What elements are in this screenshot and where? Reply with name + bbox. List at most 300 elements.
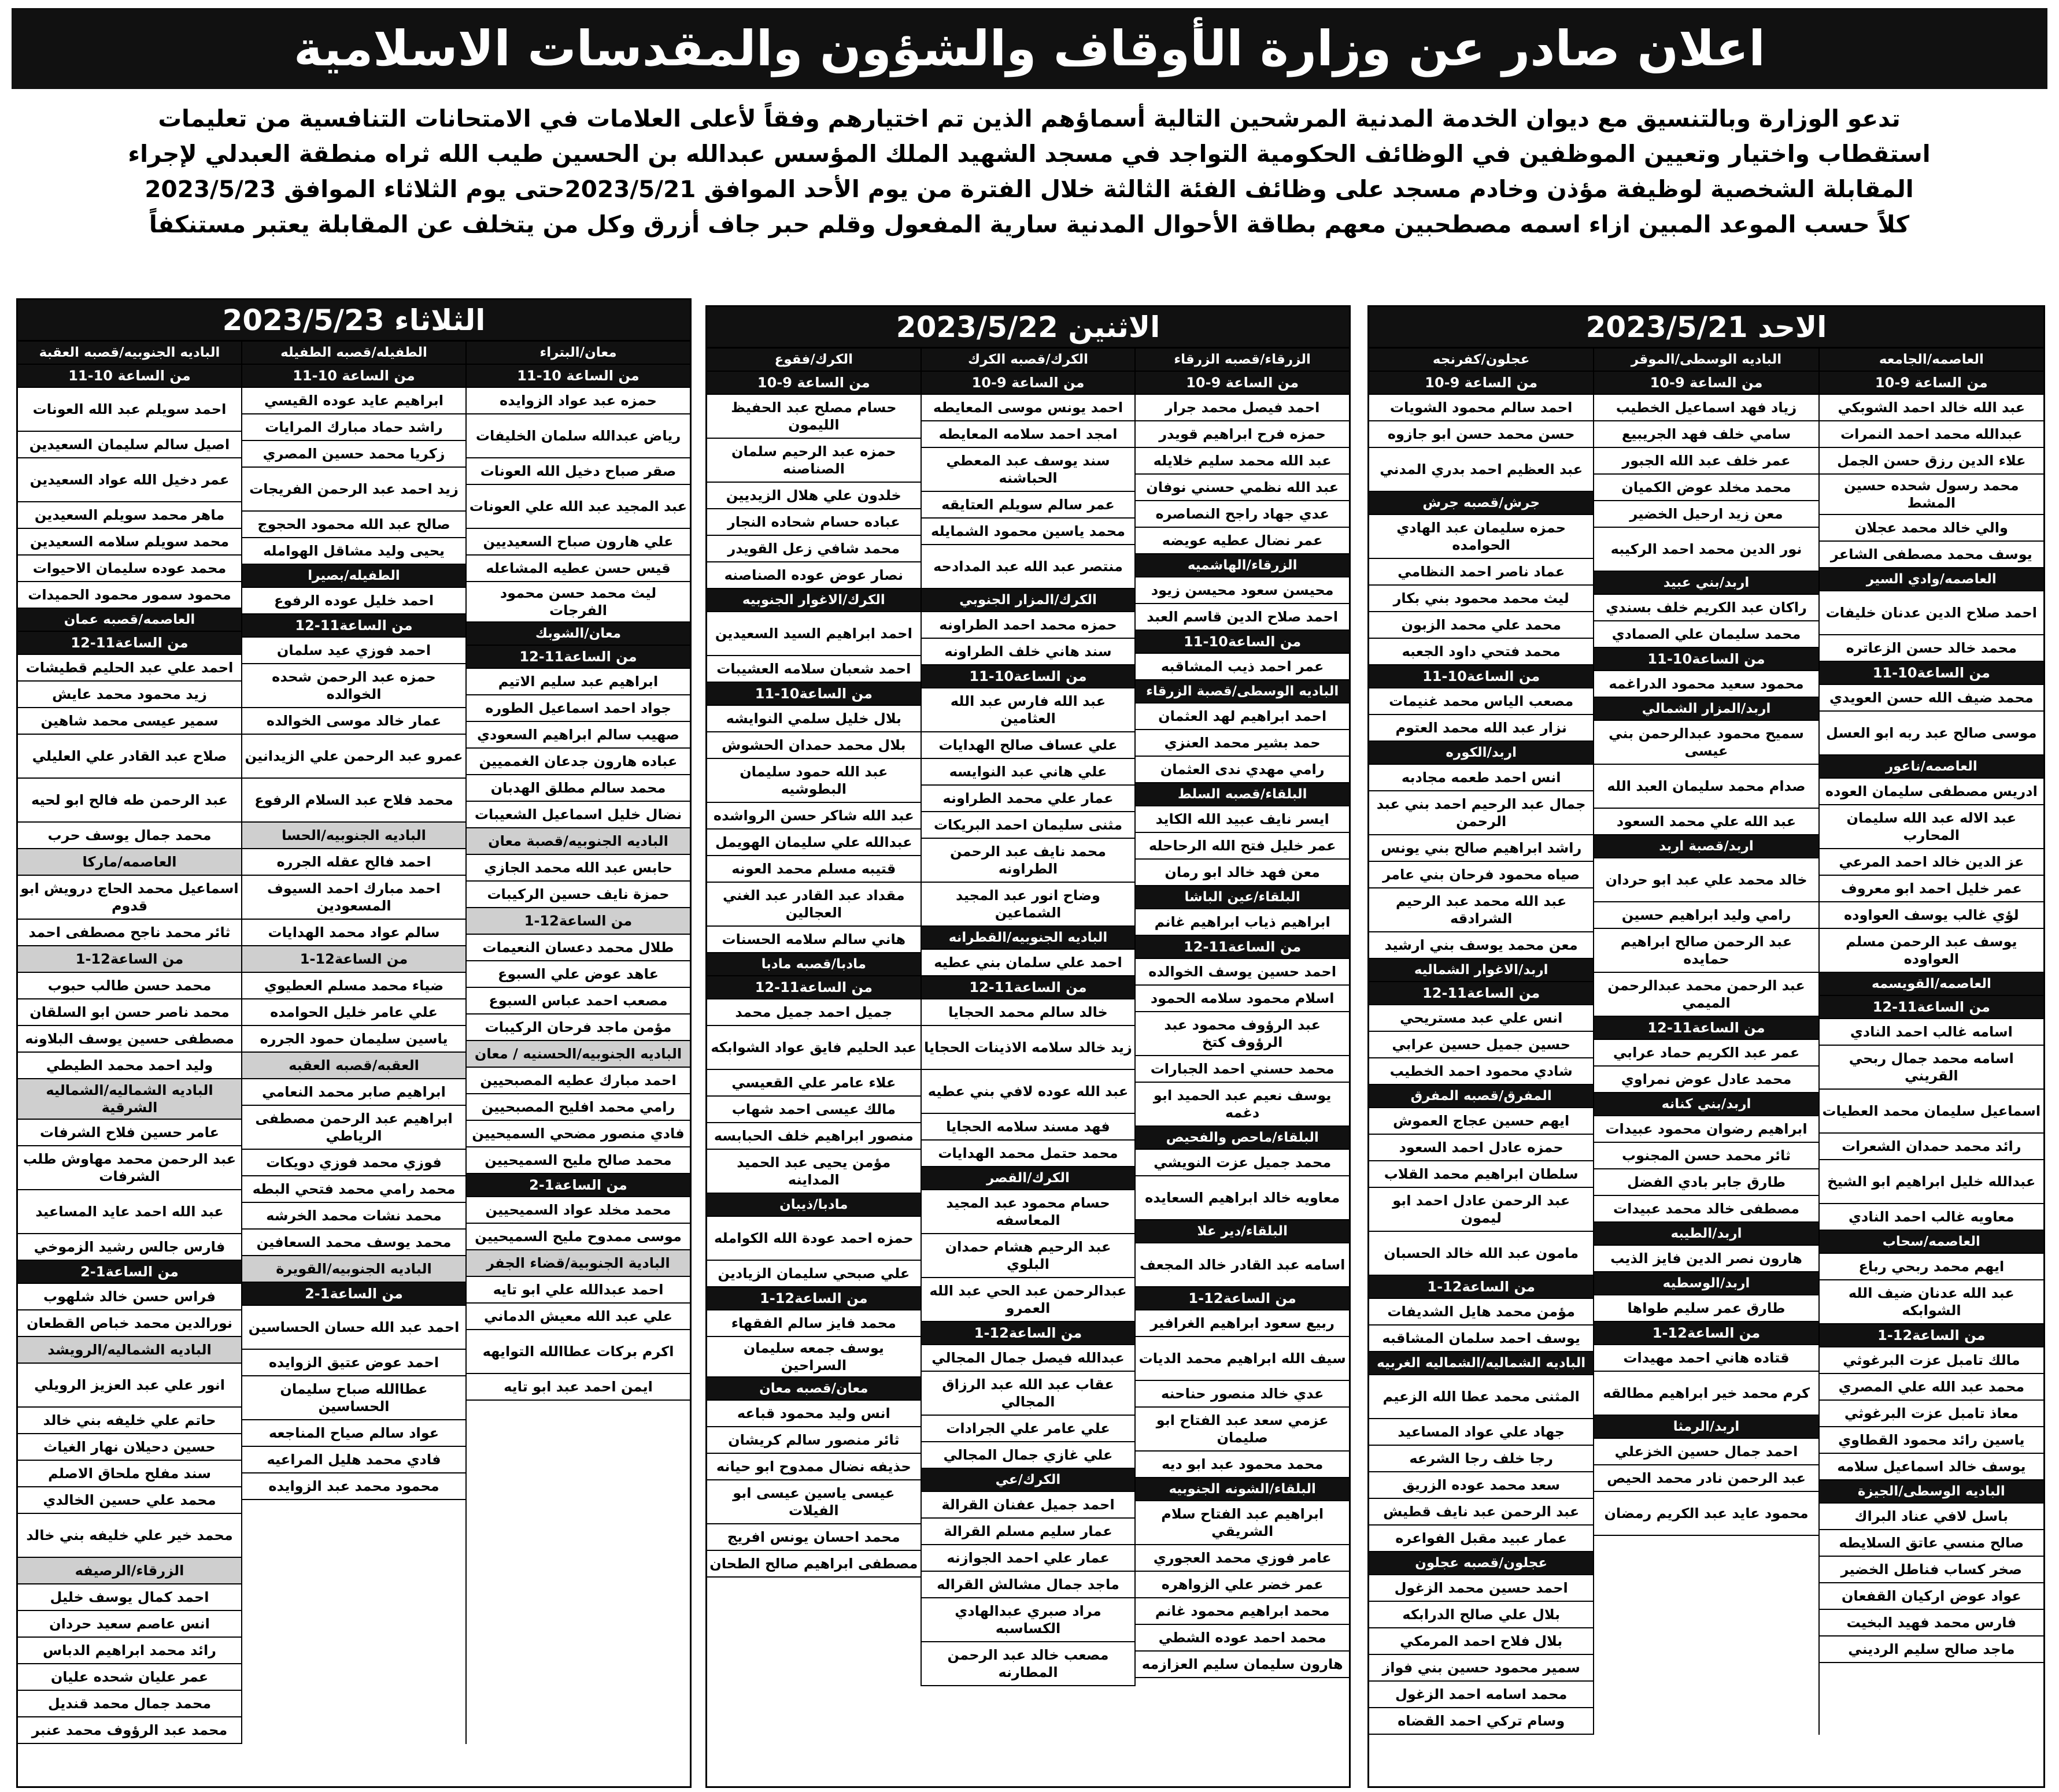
candidate-name: عبد الرحمن نادر محمد الحيص [1594, 1465, 1818, 1492]
time-slot-header: من الساعة1-2 [242, 1283, 465, 1306]
intro-line: كلاً حسب الموعد المبين ازاء اسمه مصطحبين معهم بطاقة الأحوال المدنية سارية المفعول وقلم حبر جاف أزرق وكل من يتخلف عن المقابلة يعتبر مستنكفاً [149, 210, 1910, 238]
candidate-name: محمد مخلد عوض الكميان [1594, 475, 1818, 501]
region-header: الباديه الشماليه/الشماليه الشرقية [18, 1079, 241, 1120]
candidate-name: سند هاني خلف الطراونه [922, 639, 1135, 665]
candidate-name: مصعب الياس محمد غنيمات [1369, 688, 1593, 715]
region-column [1134, 349, 1349, 1686]
candidate-name: عمر خليل فتح الله الرحاحله [1136, 833, 1349, 860]
region-header: معان/الشوبك [467, 623, 690, 646]
candidate-name: مثنى سليمان احمد البريكات [922, 812, 1135, 839]
candidate-name: محمد سويلم سلامه السعيدين [18, 529, 241, 556]
candidate-name: موسى صالح عبد ربه ابو العسل [1820, 712, 2043, 756]
candidate-name: حمزه سليمان عبد الهادي الحوامده [1369, 515, 1593, 559]
candidate-name: عمر خليل احمد ابو معروف [1820, 876, 2043, 902]
region-header: عجلون/كفرنجه [1369, 349, 1593, 372]
candidate-name: محمد عادل عوض نمراوي [1594, 1067, 1818, 1093]
region-header: الباديه الجنوبيه/القويرة [242, 1256, 465, 1283]
time-slot-header: من الساعة12-1 [1820, 1324, 2043, 1347]
candidate-name: ايهم محمد ربحي رباع [1820, 1254, 2043, 1280]
candidate-name: فادي محمد هليل المراعيه [242, 1447, 465, 1473]
candidate-name: ابراهيم رضوان محمود عبيدات [1594, 1116, 1818, 1143]
candidate-name: عيسى ياسين عيسى ابو الفيلات [707, 1480, 921, 1524]
time-slot-header: من الساعة 9-10 [1820, 372, 2043, 395]
candidate-name: مراد صبري عبدالهادي الكساسبه [922, 1598, 1135, 1642]
candidate-name: حابس عبد الله محمد الجازي [467, 855, 690, 882]
region-header: الباديه الجنوبيه/الحسا [242, 823, 465, 849]
region-header: الزرقاء/الهاشميه [1136, 554, 1349, 577]
candidate-name: عطاالله صباح سليمان الحساسين [242, 1376, 465, 1420]
candidate-name: صقر صباح دخيل الله العونات [467, 458, 690, 485]
region-header: من الساعة12-1 [242, 946, 465, 973]
candidate-name: صهيب سالم ابراهيم السعودي [467, 722, 690, 749]
candidate-name: عبدالله علي سليمان الهويمل [707, 830, 921, 856]
candidate-name: عباده هارون جدعان الغمميين [467, 749, 690, 775]
time-slot-header: من الساعة 9-10 [922, 372, 1135, 395]
candidate-name: محمد ياسين محمود الشمايله [922, 519, 1135, 545]
candidate-name: محمد حسن طالب حبوب [18, 973, 241, 999]
candidate-name: اكرم بركات عطاالله التوايهه [467, 1330, 690, 1374]
candidate-name: علي صبحي سليمان الزيادين [707, 1261, 921, 1287]
candidate-name: هارون سليمان سليم العزازمه [1136, 1652, 1349, 1678]
candidate-name: محمد عبد الرؤوف محمد عنبر [18, 1717, 241, 1744]
candidate-name: يوسف جمعه سليمان السراحين [707, 1337, 921, 1378]
region-column [1369, 349, 1593, 1735]
candidate-name: حسام محمود عبد المجيد المعاسفه [922, 1190, 1135, 1234]
candidate-name: عبد الله حمود سليمان البطوشيه [707, 759, 921, 803]
candidate-name: صخر كساب فناطل الخضير [1820, 1557, 2043, 1583]
candidate-name: محمد فتحي داود الجعبه [1369, 639, 1593, 665]
candidate-name: سلطان ابراهيم محمد القلاب [1369, 1161, 1593, 1188]
day-subcolumns [1369, 349, 2043, 1735]
candidate-name: مصطفى ابراهيم صالح الطحان [707, 1551, 921, 1578]
region-header: الباديه الشماليه/الشماليه الغربيه [1369, 1352, 1593, 1375]
time-slot-header: من الساعة10-11 [707, 683, 921, 706]
region-header: العاصمه/قصبه عمان [18, 609, 241, 632]
region-header: اربد/قصبة اربد [1594, 835, 1818, 858]
candidate-name: حمزه احمد عودة الله الكوامله [707, 1217, 921, 1261]
candidate-name: ايمن احمد عبد ابو تايه [467, 1374, 690, 1401]
candidate-name: معاويه خالد ابراهيم السعايده [1136, 1176, 1349, 1220]
candidate-name: رائد محمد حمدان الشعرات [1820, 1134, 2043, 1160]
candidate-name: مامون عبد الله خالد الحسبان [1369, 1232, 1593, 1276]
candidate-name: احمد مبارك عطيه المصبحيين [467, 1068, 690, 1094]
candidate-name: طلال محمد دعسان النعيمات [467, 935, 690, 961]
region-column [921, 349, 1135, 1686]
candidate-name: عبد الله فارس عبد الله العثامين [922, 688, 1135, 732]
candidate-name: محمد رامي محمد فتحي البطه [242, 1176, 465, 1203]
time-slot-header: من الساعة10-11 [1820, 662, 2043, 685]
candidate-name: المثنى محمد عطا الله الزعيم [1369, 1375, 1593, 1419]
candidate-name: صالح عبد الله محمود الحجوج [242, 512, 465, 538]
candidate-name: محمد ابراهيم محمود غانم [1136, 1598, 1349, 1625]
candidate-name: محمد فلاح عبد السلام الرفوع [242, 779, 465, 823]
candidate-name: عبد الرحمن محمد عبدالرحمن الميمي [1594, 973, 1818, 1017]
candidate-name: اسلام محمود سلامه الحمود [1136, 986, 1349, 1012]
candidate-name: طارق عمر سليم طواها [1594, 1295, 1818, 1322]
candidate-name: احمد سويلم عبد الله العونات [18, 388, 241, 432]
candidate-name: معن زيد ارحيل الخضير [1594, 501, 1818, 528]
region-header: الباديه الجنوبيه/القطرانه [922, 927, 1135, 950]
candidate-name: عبد المجيد عبد الله علي العونات [467, 485, 690, 529]
candidate-name: يوسف احمد سلمان المشاقبه [1369, 1326, 1593, 1352]
day-header: الثلاثاء 2023/5/23 [18, 300, 690, 342]
candidate-name: عمر دخيل الله عواد السعيدين [18, 458, 241, 502]
time-slot-header: من الساعة11-12 [922, 976, 1135, 999]
candidate-name: رامي مهدي ندى العثمان [1136, 757, 1349, 783]
candidate-name: رجا خلف رجا الشرعه [1369, 1446, 1593, 1472]
region-column [465, 342, 690, 1744]
candidate-name: راشد حماد مبارك المرايات [242, 414, 465, 441]
candidate-name: محمد صالح مليح السميحيين [467, 1147, 690, 1174]
region-header: اربد/الكوره [1369, 742, 1593, 765]
region-header: العاصمه/القويسمه [1820, 973, 2043, 996]
candidate-name: مقداد عبد القادر عبد الغني العجالين [707, 883, 921, 927]
candidate-name: احمد خليل عوده الرفوع [242, 588, 465, 614]
candidate-name: حمزه فرح ابراهيم قويدر [1136, 421, 1349, 448]
candidate-name: علي عامر خليل الحوامده [242, 999, 465, 1026]
time-slot-header: من الساعة10-11 [1136, 631, 1349, 654]
candidate-name: اسامه محمد جمال ربحي القريني [1820, 1046, 2043, 1090]
time-slot-header: من الساعة10-11 [922, 665, 1135, 688]
candidate-name: محمد خير علي خليفه بني خالد [18, 1514, 241, 1558]
candidate-name: ربيع سعود ابراهيم الغرافير [1136, 1310, 1349, 1337]
region-header: البادية الجنوبية/قضاء الجفر [467, 1250, 690, 1277]
region-column [18, 342, 241, 1744]
candidate-name: بلال علي صالح الدرابكه [1369, 1602, 1593, 1628]
region-header: اربد/الاغوار الشماليه [1369, 959, 1593, 982]
candidate-name: زيد احمد عبد الرحمن الفريجات [242, 468, 465, 512]
candidate-name: ياسين رائد محمود القطاوي [1820, 1427, 2043, 1454]
candidate-name: ابراهيم عبد الفتاح سلام الشريقي [1136, 1501, 1349, 1545]
day-table-monday [705, 305, 1351, 1788]
candidate-name: محمود محمد عبد الزوايده [242, 1473, 465, 1500]
candidate-name: يوسف عبد الرحمن مسلم العواوده [1820, 929, 2043, 973]
candidate-name: محمد سالم مطلق الهدبان [467, 775, 690, 802]
candidate-name: حمزة نايف حسين الركيبات [467, 882, 690, 908]
candidate-name: عبد الرحمن عبد نايف قطيش [1369, 1499, 1593, 1526]
candidate-name: سامي خلف فهد الجريبيع [1594, 421, 1818, 448]
candidate-name: ابراهيم ذياب ابراهيم غانم [1136, 909, 1349, 936]
region-header: الكرك/عي [922, 1469, 1135, 1492]
region-header: الكرك/قصبه الكرك [922, 349, 1135, 372]
region-header: الباديه الوسطى/الجيزة [1820, 1480, 2043, 1504]
candidate-name: محمد احمد عوده الشطي [1136, 1625, 1349, 1652]
candidate-name: عبد الرحمن صالح ابراهيم حمايده [1594, 929, 1818, 973]
time-slot-header: من الساعة1-2 [467, 1174, 690, 1197]
time-slot-header: من الساعة11-12 [1594, 1017, 1818, 1040]
candidate-name: منصور ابراهيم خلف الحبابسه [707, 1123, 921, 1150]
candidate-name: محمد علي حسين الخالدي [18, 1487, 241, 1514]
time-slot-header: من الساعة 9-10 [1594, 372, 1818, 395]
region-header: العاصمه/سحاب [1820, 1231, 2043, 1254]
candidate-name: محمد مخلد عواد السميحيين [467, 1197, 690, 1224]
candidate-name: جواد احمد اسماعيل الطوره [467, 695, 690, 722]
candidate-name: احمد يونس موسى المعايطه [922, 395, 1135, 421]
candidate-name: احمد حسين يوسف الخوالده [1136, 959, 1349, 986]
candidate-name: حسام مصلح عبد الحفيظ الليمون [707, 395, 921, 439]
candidate-name: عبد الاله عبد الله سليمان المحارب [1820, 805, 2043, 849]
candidate-name: وليد احمد محمد الطيطي [18, 1053, 241, 1079]
region-header: الكرك/المزار الجنوبي [922, 589, 1135, 612]
candidate-name: اسامه غالب احمد النادي [1820, 1019, 2043, 1046]
candidate-name: حاتم علي خليفه بني خالد [18, 1408, 241, 1434]
candidate-name: بلال خليل سلمي النوايشه [707, 706, 921, 732]
candidate-name: حمزه محمد احمد الطراونه [922, 612, 1135, 639]
candidate-name: يوسف نعيم عبد الحميد ابو دغمه [1136, 1083, 1349, 1127]
candidate-name: عبد الله عدنان ضيف الله الشوابكه [1820, 1280, 2043, 1324]
candidate-name: احمد علي عبد الحليم قطيشات [18, 655, 241, 682]
candidate-name: راكان عبد الكريم خلف بسندي [1594, 595, 1818, 621]
candidate-name: عمر خلف عبد الله الجبور [1594, 448, 1818, 475]
candidate-name: ثائر محمد ناجح مصطفى احمد [18, 920, 241, 946]
candidate-name: سمير محمود حسين بني فواز [1369, 1655, 1593, 1682]
region-column [241, 342, 465, 1744]
candidate-name: مالك عيسى احمد شهاب [707, 1097, 921, 1123]
candidate-name: هاني سالم سلامه الحسنات [707, 927, 921, 953]
candidate-name: عمار عبيد مقبل الفواعره [1369, 1526, 1593, 1552]
candidate-name: ياسين سليمان حمود الجرره [242, 1026, 465, 1053]
candidate-name: يحيى وليد مشاقل الهوامله [242, 538, 465, 565]
time-slot-header: من الساعة11-12 [1369, 982, 1593, 1005]
candidate-name: باسل لافي عناد البراك [1820, 1504, 2043, 1530]
region-header: من الساعة12-1 [467, 908, 690, 935]
candidate-name: احمد كمال يوسف خليل [18, 1584, 241, 1611]
candidate-name: احمد عبد الله حسان الحساسين [242, 1306, 465, 1350]
time-slot-header: من الساعة11-12 [707, 976, 921, 999]
region-header: الباديه الجنوبيه/الحسنيه / معان [467, 1041, 690, 1068]
candidate-name: رياض عبدالله سلمان الخليفات [467, 414, 690, 458]
candidate-name: عبد الرحمن عادل احمد ابو ليمون [1369, 1188, 1593, 1232]
candidate-name: احمد فوزي عيد سلمان [242, 638, 465, 664]
time-slot-header: من الساعة10-11 [1369, 665, 1593, 688]
candidate-name: عبد الرؤوف محمود عبد الرؤوف كتخ [1136, 1012, 1349, 1056]
candidate-name: خالد محمد علي عبد ابو حردان [1594, 858, 1818, 902]
region-header: اربد/بني كنانه [1594, 1093, 1818, 1116]
candidate-name: احمد صلاح الدين قاسم العبد [1136, 604, 1349, 631]
candidate-name: صدام محمد سليمان العبد الله [1594, 765, 1818, 809]
candidate-name: طارق جابر بادي الفضل [1594, 1169, 1818, 1196]
candidate-name: عامر فوزي محمد العجوري [1136, 1545, 1349, 1572]
candidate-name: ابراهيم عبد سليم الاتيم [467, 669, 690, 695]
region-header: العاصمه/ماركا [18, 849, 241, 876]
candidate-name: عزمي سعد عبد الفتاح ابو صليمان [1136, 1408, 1349, 1452]
candidate-name: خالد سالم محمد الحجايا [922, 999, 1135, 1026]
candidate-name: امجد احمد سلامه المعايطه [922, 421, 1135, 448]
candidate-name: ايسر نايف عبيد الله الكايد [1136, 806, 1349, 833]
time-slot-header: من الساعة10-11 [1594, 648, 1818, 671]
candidate-name: احمد حسين محمد الزغول [1369, 1575, 1593, 1602]
day-subcolumns [707, 349, 1349, 1686]
region-header: الباديه الوسطى/قصبة الزرقاء [1136, 680, 1349, 704]
region-header: اربد/الرمثا [1594, 1416, 1818, 1439]
candidate-name: سمير عيسى محمد شاهين [18, 708, 241, 735]
candidate-name: ثائر محمد حسن المجنوب [1594, 1143, 1818, 1169]
candidate-name: احمد جمال حسين الخزعلي [1594, 1439, 1818, 1465]
candidate-name: حمزه عبد الرحمن شحده الخوالده [242, 664, 465, 708]
region-header: العقبه/قصبه العقبه [242, 1053, 465, 1079]
candidate-name: عقاب عبد الله عبد الرزاق المجالي [922, 1372, 1135, 1416]
intro-line: المقابلة الشخصية لوظيفة مؤذن وخادم مسجد على وظائف الفئة الثالثة خلال الفترة من يوم الأحد الموافق 2023/5/21حتى يوم الثلاثاء الموافق 2023/5/23 [145, 175, 1914, 203]
region-header: العاصمه/وادي السير [1820, 568, 2043, 591]
candidate-name: مالك تامبل عزت البرغوثي [1820, 1347, 2043, 1374]
announcement-title: اعلان صادر عن وزارة الأوقاف والشؤون والمقدسات الاسلامية [12, 8, 2047, 89]
candidate-name: مؤمن محمد هايل الشديفات [1369, 1299, 1593, 1326]
candidate-name: فارس محمد فهيد البخيت [1820, 1610, 2043, 1637]
candidate-name: حسن محمد حسن ابو جازوه [1369, 421, 1593, 448]
candidate-name: عمر احمد ذيب المشاقبه [1136, 654, 1349, 680]
region-column [1593, 349, 1818, 1735]
candidate-name: عواد عوض اركيان القفعان [1820, 1583, 2043, 1610]
candidate-name: هارون نصر الدين فايز الذيب [1594, 1246, 1818, 1272]
candidate-name: عبدالله خليل ابراهيم ابو الشيخ [1820, 1160, 2043, 1204]
candidate-name: حمزه عبد عواد الزوايده [467, 388, 690, 414]
candidate-name: ادريس مصطفى سليمان العوده [1820, 779, 2043, 805]
candidate-name: بلال فلاح احمد المرمكي [1369, 1628, 1593, 1655]
candidate-name: سميح محمود عبدالرحمن بني عيسى [1594, 721, 1818, 765]
region-header: معان/البتراء [467, 342, 690, 365]
candidate-name: نزار عبد الله محمد العتوم [1369, 715, 1593, 742]
candidate-name: علي عامر علي الجرادات [922, 1416, 1135, 1442]
candidate-name: شادي محمود احمد الخطيب [1369, 1058, 1593, 1085]
candidate-name: عمر عليان شحده عليان [18, 1664, 241, 1691]
candidate-name: نورالدين محمد خباص القطعان [18, 1310, 241, 1337]
candidate-name: مؤمن ماجد فرحان الركيبات [467, 1015, 690, 1041]
candidate-name: عماد ناصر احمد النظامي [1369, 559, 1593, 586]
candidate-name: نضال خليل اسماعيل الشعيبات [467, 802, 690, 828]
candidate-name: انس عاصم سعيد حردان [18, 1611, 241, 1638]
candidate-name: فراس حسن خالد شلهوب [18, 1284, 241, 1310]
candidate-name: محمود سمور محمود الحميدات [18, 582, 241, 609]
candidate-name: معاويه غالب احمد النادي [1820, 1204, 2043, 1231]
candidate-name: لؤي غالب يوسف العواوده [1820, 902, 2043, 929]
candidate-name: علي هارون صباح السعيديين [467, 529, 690, 556]
region-header: اربد/الطيبه [1594, 1223, 1818, 1246]
candidate-name: حمزه عادل احمد السعود [1369, 1135, 1593, 1161]
candidate-name: صلاح عبد القادر علي العليلي [18, 735, 241, 779]
candidate-name: عبد الله محمد سليم خلايله [1136, 448, 1349, 475]
candidate-name: عمر نضال عطيه عويضه [1136, 528, 1349, 554]
candidate-name: راشد ابراهيم صالح بني يونس [1369, 835, 1593, 862]
candidate-name: اصيل سالم سليمان السعيدين [18, 432, 241, 458]
candidate-name: احمد عبدالله علي ابو تايه [467, 1277, 690, 1304]
candidate-name: ليث محمد حسن محمود الفرجات [467, 582, 690, 623]
time-slot-header: من الساعة12-1 [922, 1322, 1135, 1345]
candidate-name: محمد خالد حسن الزعاتره [1820, 635, 2043, 662]
candidate-name: ابراهيم عبد الرحمن مصطفى الرياطي [242, 1106, 465, 1150]
candidate-name: محمد رسول شحده حسين المشط [1820, 475, 2043, 515]
candidate-name: احمد ابراهيم السيد السعيدين [707, 612, 921, 656]
day-table-sunday [1367, 305, 2045, 1788]
region-header: الباديه الوسطى/الموقر [1594, 349, 1818, 372]
candidate-name: يوسف محمد مصطفى الشاعر [1820, 542, 2043, 568]
candidate-name: صالح منسي عاتق السلايطه [1820, 1530, 2043, 1557]
time-slot-header: من الساعة11-12 [242, 614, 465, 638]
region-header: اربد/المزار الشمالي [1594, 698, 1818, 721]
candidate-name: عبد الله نظمي حسني نوفان [1136, 475, 1349, 501]
candidate-name: احمد صلاح الدين عدنان خليفات [1820, 591, 2043, 635]
candidate-name: محمد جمال محمد قنديل [18, 1691, 241, 1717]
candidate-name: مصعب خالد عبد الرحمن المطارنه [922, 1642, 1135, 1686]
intro-line: استقطاب واختيار وتعيين الموظفين في الوظائف الحكومية التواجد في مسجد الشهيد الملك المؤسس عبدالله بن الحسين طيب الله ثراه منطقة العبدلي لإجراء [128, 140, 1931, 168]
candidate-name: صياه محمود فرحان بني عامر [1369, 862, 1593, 888]
region-header: الطفيله/بصيرا [242, 565, 465, 588]
region-column [1818, 349, 2043, 1735]
region-header: اربد/الوسطيه [1594, 1272, 1818, 1295]
candidate-name: علي عساف صالح الهدايات [922, 732, 1135, 759]
candidate-name: عدي خالد منصور حناحنه [1136, 1381, 1349, 1408]
candidate-name: مصطفى حسين يوسف البلاونه [18, 1026, 241, 1053]
candidate-name: رامي محمد افليح المصبحيين [467, 1094, 690, 1121]
region-header: عجلون/قصبه عجلون [1369, 1552, 1593, 1575]
candidate-name: اسامه عبد القادر خالد المجعف [1136, 1243, 1349, 1287]
candidate-name: احمد ابراهيم لهد العثمان [1136, 704, 1349, 730]
candidate-name: عبد الرحمن طه فالح ابو لحيه [18, 779, 241, 823]
candidate-name: عاهد عوض علي السبوع [467, 961, 690, 988]
candidate-name: قتيبه مسلم محمد العونه [707, 856, 921, 883]
candidate-name: عز الدين خالد احمد المرعي [1820, 849, 2043, 876]
candidate-name: قيس حسن عطيه المشاعله [467, 556, 690, 582]
candidate-name: عبدالرحمن عبد الحي عبد الله العمرو [922, 1278, 1135, 1322]
candidate-name: عبد الله شاكر حسن الرواشده [707, 803, 921, 830]
candidate-name: والي خالد محمد عجلان [1820, 515, 2043, 542]
candidate-name: ماجد جمال مشالش القراله [922, 1572, 1135, 1598]
candidate-name: محمد نايف عبد الرحمن الطراونه [922, 839, 1135, 883]
region-header: الكرك/القصر [922, 1167, 1135, 1190]
region-header: الطفيله/قصبه الطفيله [242, 342, 465, 365]
candidate-name: عبد العظيم احمد بدري المدني [1369, 448, 1593, 492]
region-header: البلقاء/دير علا [1136, 1220, 1349, 1243]
time-slot-header: من الساعة 10-11 [242, 365, 465, 388]
candidate-name: سالم عواد محمد الهدايات [242, 920, 465, 946]
candidate-name: احمد عوض عتيق الزوايده [242, 1350, 465, 1376]
region-header: الباديه الجنوبيه/قصبة معان [467, 828, 690, 855]
announcement-intro [29, 101, 2030, 286]
candidate-name: عبد الله محمد عبد الرحيم الشرادقه [1369, 888, 1593, 932]
region-header: الباديه الشماليه/الرويشد [18, 1337, 241, 1364]
time-slot-header: من الساعة12-1 [1369, 1276, 1593, 1299]
candidate-name: جميل احمد جميل محمد [707, 999, 921, 1026]
candidate-name: عمار علي محمد الطراونه [922, 786, 1135, 812]
time-slot-header: من الساعة11-12 [1820, 996, 2043, 1019]
time-slot-header: من الساعة 9-10 [1136, 372, 1349, 395]
region-header: المفرق/قصبه المفرق [1369, 1085, 1593, 1108]
candidate-name: رائد محمد ابراهيم الدباس [18, 1638, 241, 1664]
region-header: البلقاء/الشونه الجنوبيه [1136, 1478, 1349, 1501]
candidate-name: عواد سالم صياح المناجعه [242, 1420, 465, 1447]
candidate-name: محمد عوده سليمان الاحيوات [18, 556, 241, 582]
candidate-name: عبد الرحيم هشام حمدان البلوي [922, 1234, 1135, 1278]
candidate-name: عبد الله علي محمد السعود [1594, 809, 1818, 835]
candidate-name: زيد محمود محمد عايش [18, 682, 241, 708]
candidate-name: احمد سالم محمود الشويات [1369, 395, 1593, 421]
candidate-name: ليث محمد محمود بني بكار [1369, 586, 1593, 612]
candidate-name: معن فهد خالد ابو رمان [1136, 860, 1349, 886]
candidate-name: عبد الله عوده لافي بني عطيه [922, 1070, 1135, 1114]
candidate-name: حمد بشير محمد العنزي [1136, 730, 1349, 757]
candidate-name: حذيفه نضال ممدوح ابو حيانه [707, 1454, 921, 1480]
candidate-name: احمد علي سلمان بني عطيه [922, 950, 1135, 976]
candidate-name: محمد ناصر حسن ابو السلقان [18, 999, 241, 1026]
candidate-name: انس وليد محمود قباعه [707, 1401, 921, 1427]
candidate-name: عمر عبد الكريم حماد عرابي [1594, 1040, 1818, 1067]
candidate-name: انس علي عبد مستريحي [1369, 1005, 1593, 1032]
candidate-name: ابراهيم صابر محمد النعامي [242, 1079, 465, 1106]
time-slot-header: من الساعة11-12 [467, 646, 690, 669]
candidate-name: عباده حسام شحاده النجار [707, 509, 921, 536]
time-slot-header: من الساعة12-1 [707, 1287, 921, 1310]
candidate-name: عمار علي احمد الجوازنه [922, 1545, 1135, 1572]
candidate-name: حمزه عبد الرحيم سلمان الصناصنه [707, 439, 921, 483]
